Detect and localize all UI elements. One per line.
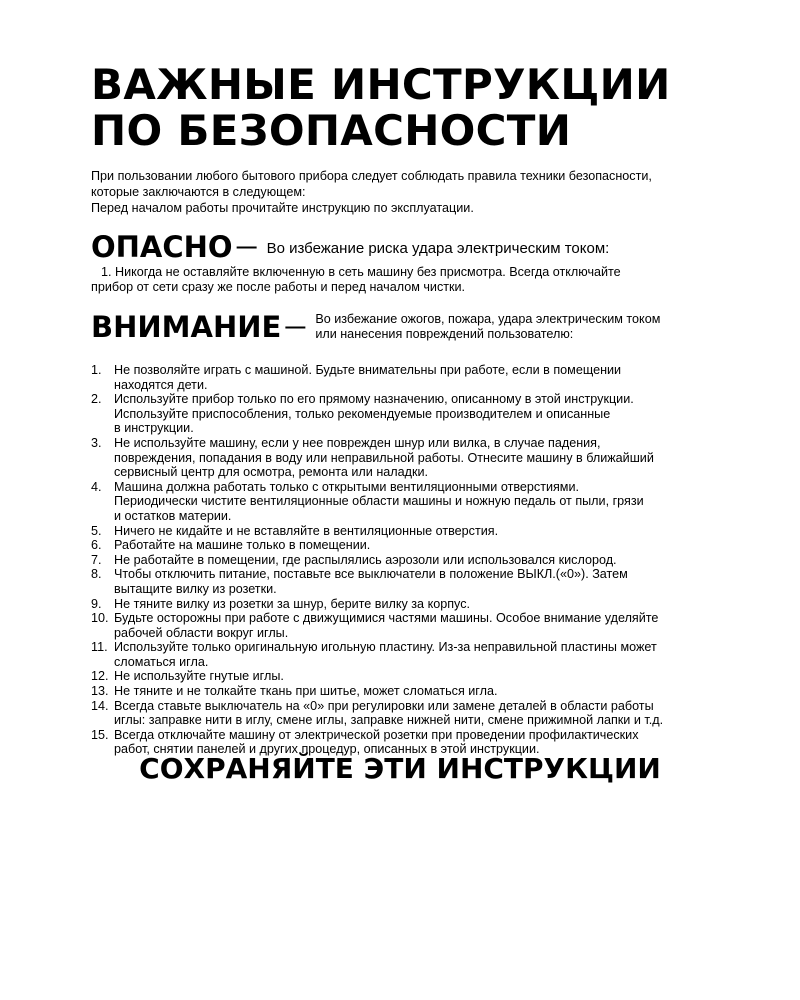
list-item-number: 8. xyxy=(91,567,102,582)
warning-text xyxy=(315,312,660,342)
list-item xyxy=(91,684,716,699)
list-item-number: 13. xyxy=(91,684,109,699)
list-item-number: 1. xyxy=(91,363,102,377)
list-item-line: Работайте на машине только в помещении. xyxy=(114,538,371,553)
list-item-line: в инструкции. xyxy=(114,421,194,436)
page-title xyxy=(91,62,716,154)
list-item-text xyxy=(114,597,470,612)
list-item-line: Используйте приспособления, только рекомендуемые производителем и описанные xyxy=(114,406,611,421)
list-item xyxy=(91,436,716,480)
list-item xyxy=(91,553,716,568)
list-item-line: Периодически чистите вентиляционные области машины и ножную педаль от пыли, грязи xyxy=(114,494,644,509)
list-item xyxy=(91,699,716,728)
list-item-text xyxy=(114,524,498,539)
list-item-line: Всегда ставьте выключатель на «0» при регулировки или замене деталей в области работы xyxy=(114,698,654,713)
list-item-text xyxy=(114,684,497,699)
list-item-text xyxy=(114,669,284,684)
save-instructions-title: СОХРАНЯЙТЕ ЭТИ ИНСТРУКЦИИ xyxy=(139,752,661,785)
list-item-line: сломаться игла. xyxy=(114,654,209,669)
list-item-line: работ, снятии панелей и других процедур, описанных в этой инструкции. xyxy=(114,742,540,757)
list-item-text xyxy=(114,640,657,669)
list-item-number: 3. xyxy=(91,435,102,450)
list-item-line: повреждения, попадания в воду или неправильной работы. Отнесите машину в ближайший xyxy=(114,450,654,465)
list-item-text xyxy=(114,392,634,436)
list-item xyxy=(91,538,716,553)
list-item-line: Ничего не кидайте и не вставляйте в вентиляционные отверстия. xyxy=(114,523,499,538)
list-item-number: 7. xyxy=(91,552,102,567)
warning-text-line-2: или нанесения повреждений пользователю: xyxy=(315,327,574,341)
list-item xyxy=(91,480,716,524)
list-item-line: вытащите вилку из розетки. xyxy=(114,581,277,596)
list-item-line: Не используйте гнутые иглы. xyxy=(114,669,284,684)
intro-line-3: Перед началом работы прочитайте инструкцию по эксплуатации. xyxy=(91,201,474,215)
list-item-line: Будьте осторожны при работе с движущимися частями машины. Особое внимание уделяйте xyxy=(114,611,659,626)
list-item-line: и остатков материи. xyxy=(114,508,232,523)
list-item-line: Используйте прибор только по его прямому назначению, описанному в этой инструкции. xyxy=(114,392,634,407)
intro-paragraph xyxy=(91,168,716,216)
list-item-number: 9. xyxy=(91,596,102,611)
danger-item-line-2: прибор от сети сразу же после работы и перед началом чистки. xyxy=(91,280,466,294)
list-item-text xyxy=(114,480,644,524)
danger-item xyxy=(91,265,716,295)
list-item xyxy=(91,640,716,669)
list-item xyxy=(91,597,716,612)
list-item-line: сервисный центр для осмотра, ремонта или наладки. xyxy=(114,465,429,480)
list-item-text xyxy=(114,567,628,596)
page-title-line-2: ПО БЕЗОПАСНОСТИ xyxy=(91,106,572,155)
danger-heading: ОПАСНО xyxy=(91,230,233,264)
danger-item-line-1: 1. Никогда не оставляйте включенную в сеть машину без присмотра. Всегда отключайте xyxy=(101,265,621,279)
list-item-text xyxy=(114,436,654,480)
list-item-text xyxy=(114,553,617,568)
warning-heading: ВНИМАНИЕ xyxy=(91,310,282,344)
warning-heading-row xyxy=(91,311,716,343)
list-item-text xyxy=(114,611,658,640)
list-item xyxy=(91,392,716,436)
list-item-line: Всегда отключайте машину от электрической розетки при проведении профилактических xyxy=(114,727,639,742)
list-item-number: 5. xyxy=(91,523,102,538)
list-item-number: 10. xyxy=(91,611,109,626)
warning-text-line-1: Во избежание ожогов, пожара, удара электрическим током xyxy=(315,312,661,326)
list-item-line: Не тяните и не толкайте ткань при шитье, может сломаться игла. xyxy=(114,684,498,699)
list-item-line: рабочей области вокруг иглы. xyxy=(114,625,289,640)
list-item-text xyxy=(114,363,621,392)
list-item-number: 4. xyxy=(91,479,102,494)
list-item xyxy=(91,669,716,684)
list-item-number: 11. xyxy=(91,640,108,655)
list-item-line: Не тяните вилку из розетки за шнур, берите вилку за корпус. xyxy=(114,596,470,611)
document-page xyxy=(91,62,716,757)
list-item-text xyxy=(114,538,370,553)
list-item xyxy=(91,611,716,640)
list-item-line: Не используйте машину, если у нее поврежден шнур или вилка, в случае падения, xyxy=(114,435,601,450)
list-item-line: находятся дети. xyxy=(114,377,208,392)
list-item-line: Машина должна работать только с открытыми вентиляционными отверстиями. xyxy=(114,479,580,494)
danger-dash: — xyxy=(236,236,257,258)
list-item-number: 2. xyxy=(91,392,102,407)
list-item-number: 12. xyxy=(91,669,109,684)
list-item xyxy=(91,524,716,539)
list-item-text xyxy=(114,699,663,728)
list-item-number: 6. xyxy=(91,538,102,553)
danger-text: Во избежание риска удара электрическим током: xyxy=(266,240,610,257)
intro-line-2: которые заключаются в следующем: xyxy=(91,185,306,199)
list-item-line: Не работайте в помещении, где распылялись аэрозоли или использовался кислород. xyxy=(114,552,617,567)
list-item xyxy=(91,567,716,596)
page-title-line-1: ВАЖНЫЕ ИНСТРУКЦИИ xyxy=(91,60,671,109)
rules-list xyxy=(91,363,716,757)
list-item-number: 14. xyxy=(91,698,109,713)
list-item-line: Используйте только оригинальную игольную пластину. Из-за неправильной пластины может xyxy=(114,640,657,655)
warning-dash: — xyxy=(285,316,306,338)
intro-line-1: При пользовании любого бытового прибора следует соблюдать правила техники безопасности, xyxy=(91,169,652,183)
list-item-line: Не позволяйте играть с машиной. Будьте внимательны при работе, если в помещении xyxy=(114,363,622,377)
list-item-line: иглы: заправке нити в иглу, смене иглы, заправке нижней нити, смене прижимной лапки и т.д. xyxy=(114,713,664,728)
list-item-number: 15. xyxy=(91,727,109,742)
list-item-line: Чтобы отключить питание, поставьте все выключатели в положение ВЫКЛ.(«0»). Затем xyxy=(114,567,628,582)
list-item xyxy=(91,363,716,392)
danger-heading-row xyxy=(91,231,716,263)
